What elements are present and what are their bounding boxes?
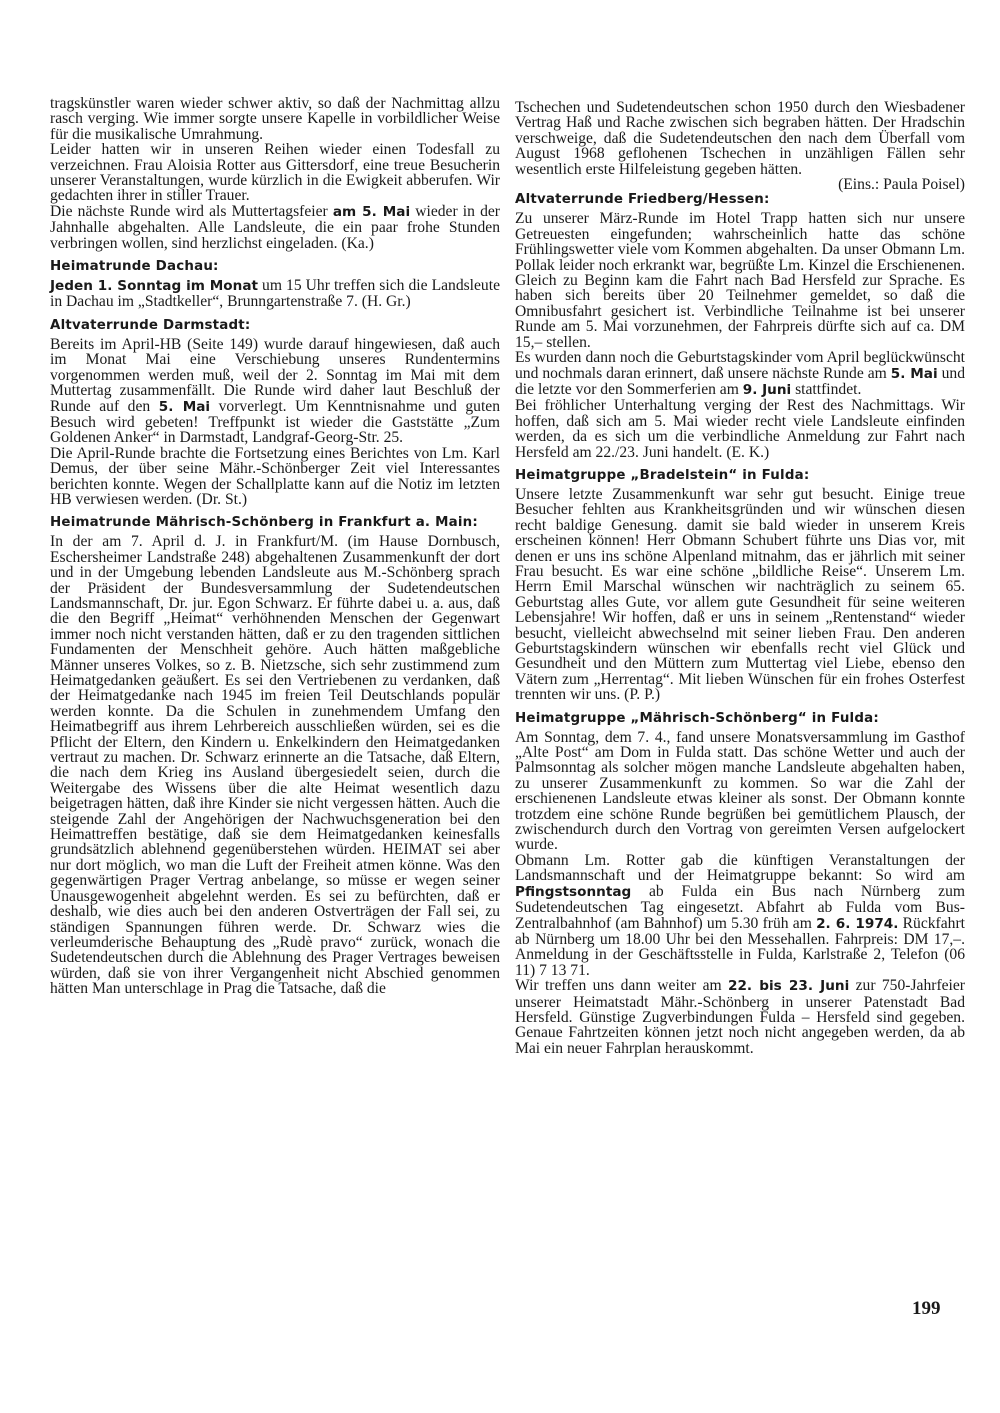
left-column xyxy=(50,96,500,997)
intro-paragraph-1: tragskünstler waren wieder schwer aktiv, so daß der Nachmittag allzu rasch verging. Wie immer sorgte unsere Kapelle in vorbildlicher Weise für die musikalische Umrahmung. xyxy=(50,95,500,143)
section-heading-dachau: Heimatrunde Dachau: xyxy=(50,259,219,275)
frankfurt-signoff: (Eins.: Paula Poisel) xyxy=(838,176,965,194)
date-highlight: 9. Juni xyxy=(742,381,792,398)
bradelstein-paragraph: Unsere letzte Zusammenkunft war sehr gut besucht. Einige treue Besucher fehlten aus Krankheitsgründen und wir wünschen diesen recht baldige Genesung. damit sie bald wieder in unserem Kreis erscheinen können! Herr Obmann Schubert führte uns Dias vor, mit denen er uns ins schöne Alpenland mitnahm, das er jährlich mit seiner Frau besucht. Es war eine schöne „bildliche Reise“. Unserem Lm. Herrn Emil Marschal wünschen wir nachträglich zu seinem 65. Geburtstag alles Gute, vor allem gute Gesundheit für seine weiteren Lebensjahre! Wir hoffen, daß er uns in seinem „Rentenstand“ wieder besucht, vielleicht abwechselnd mit seiner lieben Frau. Den anderen Geburtstagskindern wünschen wir ebenfalls recht viel Glück und Gesundheit und den Müttern zum Muttertag viel Liebe, ebenso den Vätern zum „Herrentag“. Mit lieben Wünschen für ein frohes Osterfest trennten wir uns. (P. P.) xyxy=(515,485,965,704)
date-highlight: 2. 6. 1974. xyxy=(816,915,899,932)
fulda-paragraph-1: Am Sonntag, dem 7. 4., fand unsere Monatsversammlung im Gasthof „Alte Post“ am Dom in Fulda statt. Das schöne Wetter und auch der Palmsonntag als solcher mögen manche Landsleute abgehalten haben, zu unserer Zusammenkunft zu kommen. So war die Zahl der erschienenen Landsleute etwas kleiner als sonst. Der Obmann konnte trotzdem eine schöne Runde begrüßen bei gemütlichem Plausch, der zwischendurch durch den Vortrag von gereimten Versen aufgelockert wurde. xyxy=(515,728,965,854)
friedberg-paragraph-2: Es wurden dann noch die Geburtstagskinder vom April beglückwünscht und nochmals daran erinnert, daß unsere nächste Runde am 5. Mai und die letzte vor den Sommerferien am 9. Juni stattfindet. xyxy=(515,349,965,398)
fulda-paragraph-3: Wir treffen uns dann weiter am 22. bis 23. Juni zur 750-Jahrfeier unserer Heimatstadt Mähr.-Schönberg in unserer Patenstadt Bad Hersfeld. Günstige Zugverbindungen Fulda – Hersfeld sind gegeben. Genaue Fahrtzeiten können jetzt noch nicht angegeben werden, da ab Mai ein neuer Fahrplan herauskommt. xyxy=(515,977,966,1057)
fulda-paragraph-2: Obmann Lm. Rotter gab die künftigen Veranstaltungen der Landsmannschaft und der Heimatgruppe bekannt: So wird am Pfingstsonntag ab Fulda ein Bus nach Nürnberg zum Sudetendeutschen Tag eingesetzt. Abfahrt ab Fulda vom Bus-Zentralbahnhof (am Bahnhof) um 5.30 früh am 2. 6. 1974. Rückfahrt ab Nürnberg um 18.00 Uhr bei den Messehallen. Fahrpreis: DM 17,–. Anmeldung in der Geschäftsstelle in Fulda, Karlstraße 2, Telefon (06 11) 7 13 71. xyxy=(515,851,965,979)
frankfurt-continued-paragraph: Tschechen und Sudetendeutschen schon 1950 durch den Wiesbadener Vertrag Haß und Rache zwischen sich begraben hätten. Der Hradschin verschweige, daß die Sudetendeutschen den nach dem Überfall vom August 1968 geflohenen Tschechen in unzähligen Fällen sehr wesentlich erste Hilfeleistung gegeben hätten. xyxy=(515,99,965,178)
date-highlight: Pfingstsonntag xyxy=(515,883,632,900)
right-column xyxy=(515,100,965,1056)
section-heading-frankfurt: Heimatrunde Mährisch-Schönberg in Frankfurt a. Main: xyxy=(50,515,478,531)
friedberg-paragraph-3: Bei fröhlicher Unterhaltung verging der Rest des Nachmittags. Wir hoffen, daß sich am 5. Mai wieder recht viele Landsleute einfinden werden, da es sich um die verbindliche Anmeldung zur Fahrt nach Hersfeld am 22./23. Juni handelt. (E. K.) xyxy=(515,397,965,461)
date-highlight: am 5. Mai xyxy=(332,203,411,220)
section-heading-darmstadt: Altvaterrunde Darmstadt: xyxy=(50,317,251,333)
date-highlight: 22. bis 23. Juni xyxy=(727,978,850,995)
darmstadt-paragraph-2: Die April-Runde brachte die Fortsetzung eines Berichtes von Lm. Karl Demus, der über seine Mähr.-Schönberger Zeit viel Interessantes berichten konnte. Wegen der Schallplatte kann auf die Notiz im letzten HB verwiesen werden. (Dr. St.) xyxy=(50,444,500,508)
section-heading-fulda-msb: Heimatgruppe „Mährisch-Schönberg“ in Fulda: xyxy=(515,710,879,726)
intro-paragraph-2: Leider hatten wir in unseren Reihen wieder einen Todesfall zu verzeichnen. Frau Aloisia Rotter aus Gittersdorf, eine treue Besucherin unserer Veranstaltungen, wurde kürzlich in die Ewigkeit abberufen. Wir gedachten ihrer in stiller Trauer. xyxy=(50,141,500,205)
date-highlight: 5. Mai xyxy=(158,398,211,415)
page-number: 199 xyxy=(912,1298,941,1319)
date-highlight: 5. Mai xyxy=(890,365,938,382)
friedberg-paragraph-1: Zu unserer März-Runde im Hotel Trapp hatten sich nur unsere Getreuesten eingefunden; wahrscheinlich hatte das schöne Frühlingswetter viele vom Kommen abgehalten. Da unser Obmann Lm. Pollak leider noch erkrankt war, begrüßte Lm. Kinzel die Erschienenen. Gleich zu Beginn kam die Fahrt nach Bad Hersfeld zur Sprache. Es haben sich bereits über 20 Teilnehmer gemeldet, so daß die Omnibusfahrt gesichert ist. Verbindliche Teilnahme ist bei unserer Runde am 5. Mai vorzunehmen, der Fahrpreis dürfte sich auf ca. DM 15,– stellen. xyxy=(515,210,965,351)
darmstadt-paragraph-1: Bereits im April-HB (Seite 149) wurde darauf hingewiesen, daß auch im Monat Mai eine Verschiebung unseres Rundentermins vorgenommen werden muß, weil der 2. Sonntag im Mai mit dem Muttertag zusammenfällt. Die Runde wird daher laut Beschluß der Runde auf den 5. Mai vorverlegt. Um Kenntnisnahme und guten Besuch wird gebeten! Treffpunkt ist wieder die Gaststätte „Zum Goldenen Anker“ in Darmstadt, Landgraf-Georg-Str. 25. xyxy=(50,335,500,447)
dachau-paragraph: Jeden 1. Sonntag im Monat um 15 Uhr treffen sich die Landsleute in Dachau im „Stadtkeller“, Brunngartenstraße 7. (H. Gr.) xyxy=(50,277,500,311)
schedule-highlight: Jeden 1. Sonntag im Monat xyxy=(50,278,258,295)
section-heading-friedberg: Altvaterrunde Friedberg/Hessen: xyxy=(515,192,770,208)
section-heading-bradelstein: Heimatgruppe „Bradelstein“ in Fulda: xyxy=(515,467,810,483)
frankfurt-paragraph: In der am 7. April d. J. in Frankfurt/M. (im Hause Dornbusch, Eschersheimer Landstraße 248) abgehaltenen Zusammenkunft der dort und in der Umgebung lebenden Landsleute aus M.-Schönberg sprach der Präsident der Bundesversammlung der Sudetendeutschen Landsmannschaft, Dr. jur. Egon Schwarz. Er führte dabei u. a. aus, daß die den Begriff „Heimat“ verhöhnenden Menschen der Gegenwart immer noch nicht verstanden hätten, daß er zu den tragenden sittlichen Fundamenten der Menschheit gehöre. Auch hätten maßgebliche Männer unseres Volkes, so z. B. Nietzsche, sich sehr zustimmend zum Heimatgedanken geäußert. Es sei den Vertriebenen zu verdanken, daß der Heimatgedanke nach 1945 im freien Teil Deutschlands populär werden konnte. Da die Schulen in zunehmendem Umfang den Heimatbegriff aus ihrem Lehrbereich ausschließen würden, sei es die Pflicht der Eltern, den Kindern u. Enkelkindern den Heimatgedanken vertraut zu machen. Dr. Schwarz erinnerte an die Tatsache, daß Eltern, die nach dem Krieg ins Ausland übergesiedelt seien, durch die Weitergabe des Wissens über die alte Heimat wesentlich dazu beigetragen hätten, daß ihre Kinder sie nicht vergessen hätten. Auch die steigende Zahl der Angehörigen der Nachwuchsgeneration bei den Heimattreffen bestätige, daß sie dem Heimatgedanken keinesfalls grundsätzlich ablehnend gegenüberstehen würden. HEIMAT sei aber nur dort möglich, wo man die Luft der Freiheit atmen könne. Was den gegenwärtigen Prager Vertrag anbelange, so müsse er wegen seiner Unausgewogenheit abgelehnt werden. Es sei zu befürchten, daß er deshalb, wie dies auch bei den anderen Ostverträgen der Fall sei, zu ständigen Spannungen führen werde. Dr. Schwarz wies die verleumderische Behauptung des „Rudè pravo“ zurück, wonach die Sudetendeutschen durch die Ablehnung des Prager Vertrages beweisen würden, daß sie von ihrer Vergangenheit nicht Abschied genommen hätten Man unterschlage in Prag die Tatsache, daß die xyxy=(50,533,500,998)
muttertag-paragraph: Die nächste Runde wird als Muttertagsfeier am 5. Mai wieder in der Jahnhalle abgehalten. Alle Landsleute, die ein paar frohe Stunden verbringen wollen, sind herzlichst eingeladen. (Ka.) xyxy=(50,202,500,252)
